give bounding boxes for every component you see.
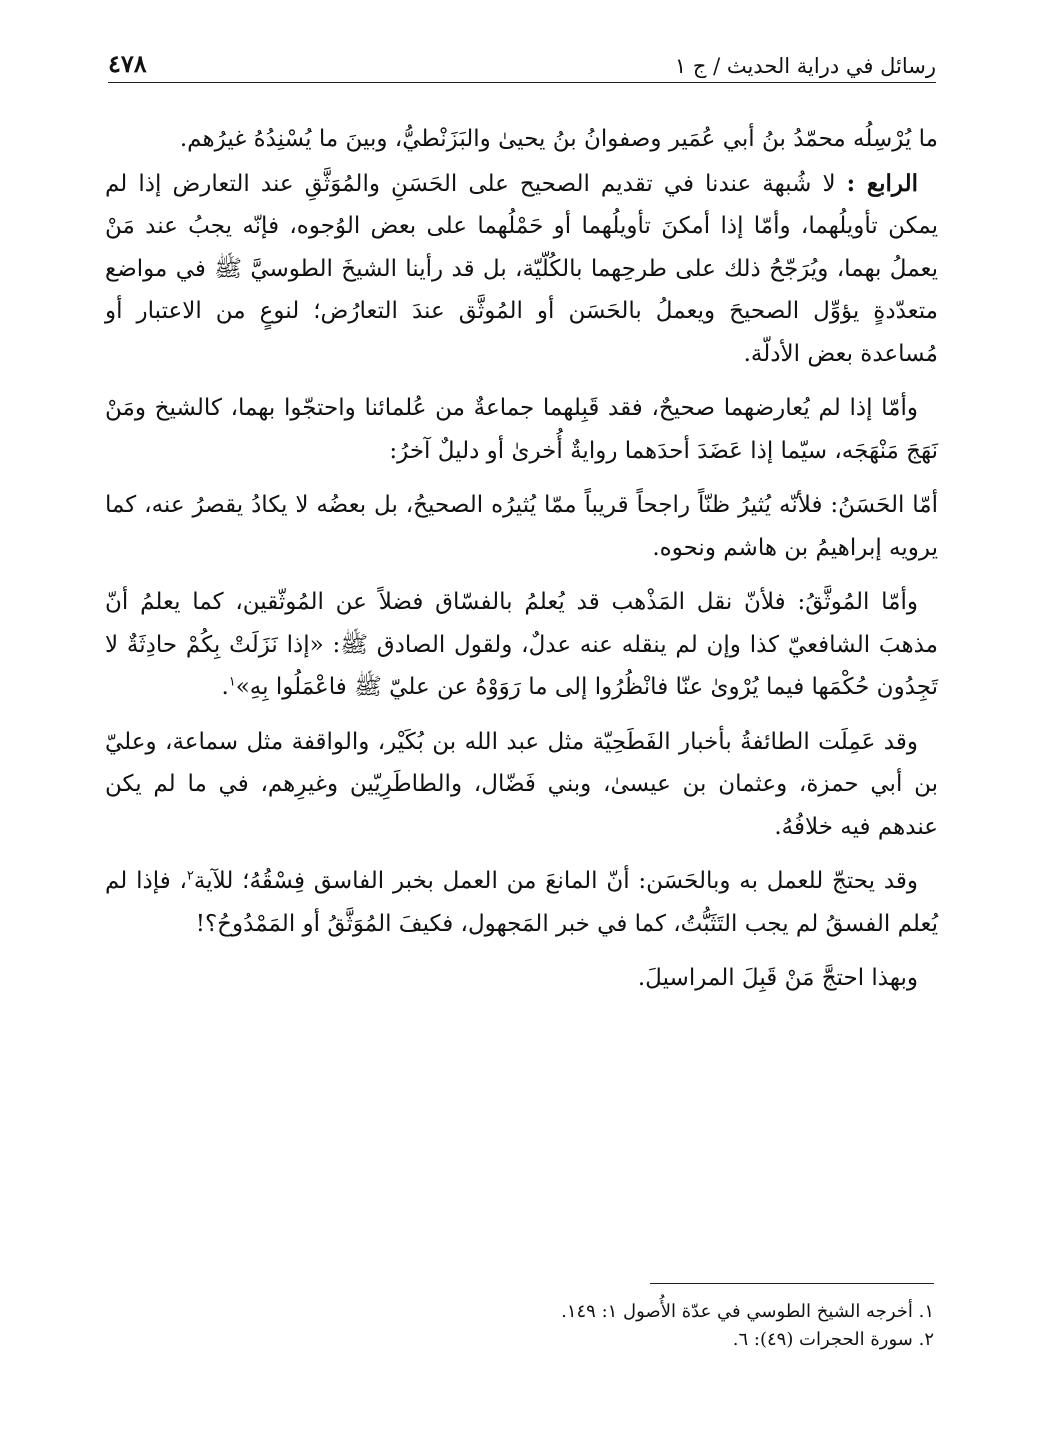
running-title: رسائل في دراية الحديث / ج ١ — [674, 54, 936, 78]
paragraph-5 — [105, 581, 938, 709]
paragraph-7-text-b: ، فإذا لم يُعلم الفسقُ لم يجب التَثَبُّتُ، كما في خبر المَجهول، فكيفَ المُوَثَّقُ أو المَمْدُوحُ؟! — [105, 868, 938, 937]
paragraph-7-text-a: وقد يحتجّ للعمل به وبالحَسَن: أنّ المانعَ من العمل بخبر الفاسق فِسْقُهُ؛ للآية — [193, 868, 918, 894]
paragraph-4: أمّا الحَسَنُ: فلأنّه يُثيرُ ظنّاً راجحاً قريباً ممّا يُثيرُه الصحيحُ، بل بعضُه لا يكادُ يقصرُ عنه، كما يرويه إبراهيمُ بن هاشم ونحوه. — [105, 492, 938, 561]
paragraph-5-text: وأمّا المُوثَّقُ: فلأنّ نقل المَذْهب قد يُعلمُ بالفسّاق فضلاً عن المُوثّقين، كما يعلمُ أنّ مذهبَ الشافعيّ كذا وإن لم ينقله عنه عدلٌ، ولقول الصادق ﷺ: «إذا نَزَلَتْ بِكُمْ حادِثَةٌ لا تَجِدُون حُكْمَها فيما يُرْوىٰ عنّا فانْظُرُوا إلى ما رَوَوْهُ عن عليّ ﷺ فاعْمَلُوا بِهِ» — [105, 589, 938, 700]
footnote-divider — [650, 1283, 934, 1284]
page-number: ٤٧٨ — [108, 49, 147, 78]
paragraph-2 — [105, 163, 938, 376]
paragraph-2-text: لا شُبهة عندنا في تقديم الصحيح على الحَسَنِ والمُوَثَّقِ عند التعارض إذا لم يمكن تأويلُهما، وأمّا إذا أمكنَ تأويلُهما أو حَمْلُهما على بعض الوُجوه، فإنّه يجبُ عند مَنْ يعملُ بهما، ويُرَجّحُ ذلك على طرحِهما بالكُلّيّة، بل قد رأينا الشيخَ الطوسيَّ ﷺ في مواضع متعدّدةٍ يؤوِّل الصحيحَ ويعملُ بالحَسَن أو المُوثَّق عندَ التعارُض؛ لنوعٍ من الاعتبار أو مُساعدة بعض الأدلّة. — [105, 170, 938, 367]
page-header — [108, 38, 936, 83]
footnote-ref-2[interactable]: ٢ — [186, 868, 194, 884]
paragraph-7 — [105, 860, 938, 945]
footnote-1: ١. أخرجه الشيخ الطوسي في عدّة الأُصول ١: ١٤٩. — [561, 1301, 934, 1322]
paragraph-3: وأمّا إذا لم يُعارضهما صحيحٌ، فقد قَبِلهما جماعةٌ من عُلمائنا واحتجّوا بهما، كالشيخ ومَنْ نَهَجَ مَنْهَجَه، سيّما إذا عَضَدَ أحدَهما روايةٌ أُخرىٰ أو دليلٌ آخرُ: — [105, 395, 938, 464]
footnote-2: ٢. سورة الحجرات (٤٩): ٦. — [732, 1329, 934, 1350]
footnote-ref-1[interactable]: ١ — [228, 674, 236, 690]
paragraph-8: وبهذا احتجَّ مَنْ قَبِلَ المراسيلَ. — [637, 965, 918, 991]
footnotes — [400, 1298, 934, 1354]
paragraph-1: ما يُرْسِلُه محمّدُ بنُ أبي عُمَير وصفوانُ بنُ يحيىٰ والبَزَنْطيُّ، وبينَ ما يُسْنِدُهُ غيرُهم. — [179, 126, 938, 152]
section-lead: الرابع : — [846, 169, 918, 197]
paragraph-6: وقد عَمِلَت الطائفةُ بأخبار الفَطَحِيّة مثل عبد الله بن بُكَيْر، والواقفة مثل سماعة، وعليّ بن أبي حمزة، وعثمان بن عيسىٰ، وبني فَضّال، والطاطَرِيّين وغيرِهم، في ما لم يكن عندهم فيه خلافُهُ. — [105, 728, 938, 840]
paragraph-5-end: . — [221, 674, 229, 700]
body-text — [105, 118, 938, 1012]
